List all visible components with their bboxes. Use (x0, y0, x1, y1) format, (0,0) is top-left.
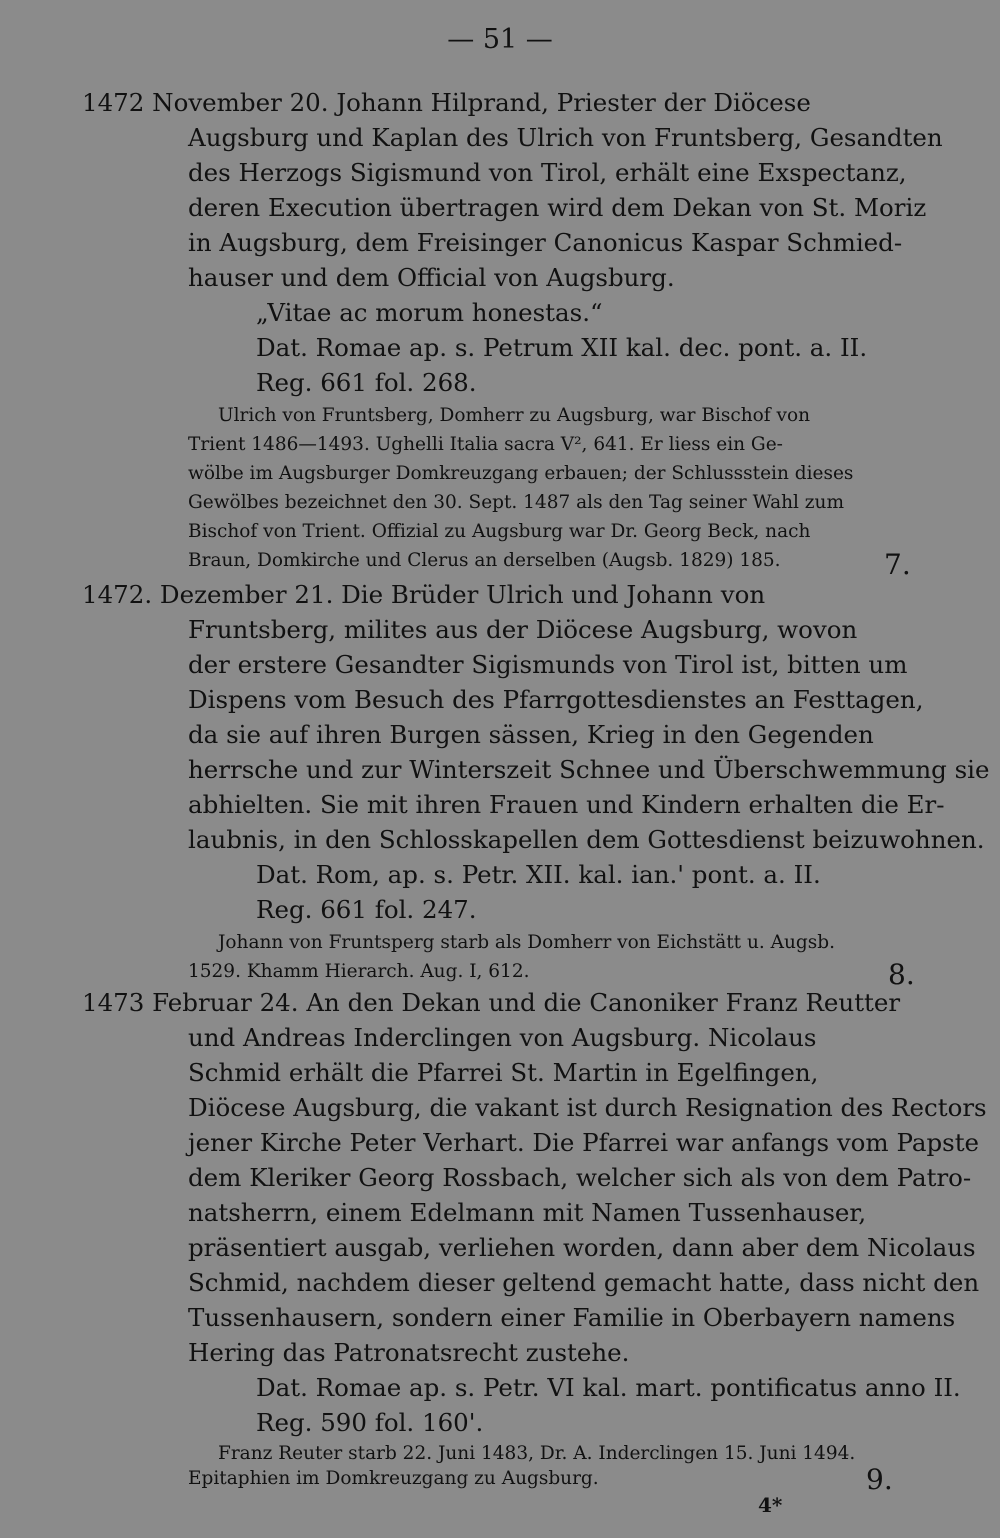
entry-9-line-5: jener Kirche Peter Verhart. Die Pfarrei war anfangs vom Papste (188, 1128, 980, 1157)
entry-7-note-5: Bischof von Trient. Offizial zu Augsburg war Dr. Georg Beck, nach (188, 521, 811, 542)
entry-8-line-2: Fruntsberg, milites aus der Diöcese Augsburg, wovon (188, 615, 858, 644)
entry-9-line-2: und Andreas Inderclingen von Augsburg. Nicolaus (188, 1023, 817, 1052)
entry-8-line-4: Dispens vom Besuch des Pfarrgottesdienstes an Festtagen, (188, 685, 924, 714)
entry-7-line-1: 1472 November 20. Johann Hilprand, Priester der Diöcese (82, 88, 811, 117)
entry-number-9: 9. (866, 1463, 893, 1496)
entry-8-line-6: herrsche und zur Winterszeit Schnee und Überschwemmung sie (188, 755, 990, 784)
entry-7-note-3: wölbe im Augsburger Domkreuzgang erbauen; der Schlussstein dieses (188, 463, 854, 484)
entry-8-register: Reg. 661 fol. 247. (256, 895, 477, 924)
entry-7-note-4: Gewölbes bezeichnet den 30. Sept. 1487 als den Tag seiner Wahl zum (188, 492, 845, 513)
entry-9-line-3: Schmid erhält die Pfarrei St. Martin in Egelfingen, (188, 1058, 819, 1087)
entry-8-note-1: Johann von Fruntsperg starb als Domherr von Eichstätt u. Augsb. (218, 932, 835, 953)
entry-8-line-3: der erstere Gesandter Sigismunds von Tirol ist, bitten um (188, 650, 908, 679)
entry-7-note-6: Braun, Domkirche und Clerus an derselben (Augsb. 1829) 185. (188, 550, 781, 571)
entry-9-note-1: Franz Reuter starb 22. Juni 1483, Dr. A. Inderclingen 15. Juni 1494. (218, 1443, 856, 1464)
entry-8-line-8: laubnis, in den Schlosskapellen dem Gottesdienst beizuwohnen. (188, 825, 985, 854)
entry-9-line-11: Hering das Patronatsrecht zustehe. (188, 1338, 630, 1367)
entry-7-register: Reg. 661 fol. 268. (256, 368, 477, 397)
entry-7-line-3: des Herzogs Sigismund von Tirol, erhält eine Exspectanz, (188, 158, 907, 187)
entry-7-line-2: Augsburg und Kaplan des Ulrich von Fruntsberg, Gesandten (188, 123, 943, 152)
entry-9-line-1: 1473 Februar 24. An den Dekan und die Canoniker Franz Reutter (82, 988, 901, 1017)
page-number-header: — 51 — (447, 24, 553, 55)
entry-7-note-1: Ulrich von Fruntsberg, Domherr zu Augsburg, war Bischof von (218, 405, 811, 426)
entry-8-dating: Dat. Rom, ap. s. Petr. XII. kal. ian.' pont. a. II. (256, 860, 821, 889)
entry-8-note-2: 1529. Khamm Hierarch. Aug. I, 612. (188, 961, 530, 982)
entry-9-line-6: dem Kleriker Georg Rossbach, welcher sich als von dem Patro- (188, 1163, 972, 1192)
entry-9-line-8: präsentiert ausgab, verliehen worden, dann aber dem Nicolaus (188, 1233, 976, 1262)
entry-9-register: Reg. 590 fol. 160'. (256, 1408, 484, 1437)
entry-9-note-2: Epitaphien im Domkreuzgang zu Augsburg. (188, 1468, 599, 1489)
entry-9-dating: Dat. Romae ap. s. Petr. VI kal. mart. pontificatus anno II. (256, 1373, 961, 1402)
entry-8-line-5: da sie auf ihren Burgen sässen, Krieg in den Gegenden (188, 720, 874, 749)
entry-7-line-5: in Augsburg, dem Freisinger Canonicus Kaspar Schmied- (188, 228, 903, 257)
entry-8-line-1: 1472. Dezember 21. Die Brüder Ulrich und Johann von (82, 580, 766, 609)
entry-7-dating: Dat. Romae ap. s. Petrum XII kal. dec. pont. a. II. (256, 333, 868, 362)
entry-9-line-7: natsherrn, einem Edelmann mit Namen Tussenhauser, (188, 1198, 867, 1227)
entry-9-line-10: Tussenhausern, sondern einer Familie in Oberbayern namens (188, 1303, 956, 1332)
entry-number-7: 7. (884, 548, 911, 581)
entry-7-line-6: hauser und dem Official von Augsburg. (188, 263, 675, 292)
entry-7-line-4: deren Execution übertragen wird dem Dekan von St. Moriz (188, 193, 927, 222)
entry-9-line-4: Diöcese Augsburg, die vakant ist durch Resignation des Rectors (188, 1093, 987, 1122)
printer-signature: 4* (758, 1493, 783, 1517)
entry-number-8: 8. (888, 958, 915, 991)
entry-8-line-7: abhielten. Sie mit ihren Frauen und Kindern erhalten die Er- (188, 790, 945, 819)
entry-7-note-2: Trient 1486—1493. Ughelli Italia sacra V², 641. Er liess ein Ge- (188, 434, 783, 455)
entry-7-arenga: „Vitae ac morum honestas.“ (256, 298, 603, 327)
entry-9-line-9: Schmid, nachdem dieser geltend gemacht hatte, dass nicht den (188, 1268, 980, 1297)
